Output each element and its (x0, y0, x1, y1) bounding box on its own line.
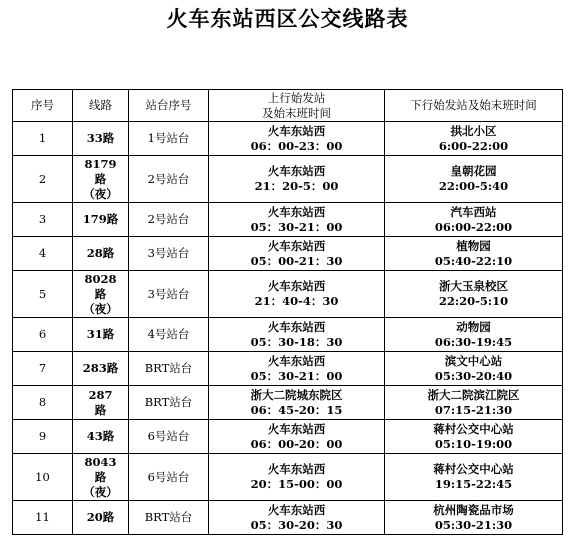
up-station-name: 火车东站西 (267, 123, 326, 138)
down-station-name: 拱北小区 (450, 123, 497, 138)
table-header-row (13, 90, 563, 122)
stop-cell: BRT站台 (129, 352, 209, 386)
up-service-time: 05：30-21：00 (250, 219, 343, 234)
down-station-name: 杭州陶瓷品市场 (433, 502, 514, 517)
down-cell (385, 156, 563, 203)
down-cell (385, 352, 563, 386)
up-service-time: 05：30-20：30 (250, 517, 343, 532)
route-cell: 20路 (73, 501, 129, 535)
up-station-name: 火车东站西 (267, 204, 326, 219)
down-service-time: 6:00-22:00 (438, 138, 509, 153)
row-number: 11 (13, 501, 73, 535)
down-station-name: 汽车西站 (450, 204, 497, 219)
up-station-name: 火车东站西 (267, 502, 326, 517)
header-up-line1: 上行始发站 (267, 90, 326, 105)
stop-cell: 3号站台 (129, 271, 209, 318)
route-cell: 283路 (73, 352, 129, 386)
up-service-time: 21：40-4：30 (254, 294, 339, 308)
stop-cell: BRT站台 (129, 501, 209, 535)
down-station-name: 植物园 (456, 238, 491, 253)
down-cell (385, 122, 563, 156)
row-number: 9 (13, 420, 73, 454)
table-row (13, 156, 563, 203)
stop-cell: 2号站台 (129, 203, 209, 237)
table-row (13, 454, 563, 501)
down-station-name: 皇朝花园 (450, 164, 497, 178)
down-service-time: 22:20-5:10 (438, 294, 509, 308)
row-number: 10 (13, 454, 73, 501)
row-number: 4 (13, 237, 73, 271)
table-row (13, 122, 563, 156)
route-cell: 33路 (73, 122, 129, 156)
up-service-time: 05：30-18：30 (250, 334, 343, 349)
table-row (13, 318, 563, 352)
down-service-time: 06:30-19:45 (434, 334, 513, 349)
route-cell: 8043 路 （夜） (73, 454, 129, 501)
up-service-time: 06：00-23：00 (250, 138, 343, 153)
up-service-time: 21：20-5：00 (254, 179, 339, 193)
up-cell (209, 156, 385, 203)
row-number: 6 (13, 318, 73, 352)
row-number: 2 (13, 156, 73, 203)
up-service-time: 05：00-21：30 (250, 253, 343, 268)
up-station-name: 火车东站西 (267, 462, 326, 476)
up-cell (209, 237, 385, 271)
route-cell: 8179 路 （夜） (73, 156, 129, 203)
header-down: 下行始发站及始末班时间 (385, 90, 563, 122)
route-cell: 31路 (73, 318, 129, 352)
down-station-name: 滨文中心站 (444, 353, 503, 368)
table-row (13, 386, 563, 420)
down-cell (385, 203, 563, 237)
down-station-name: 蒋村公交中心站 (433, 462, 514, 476)
stop-cell: BRT站台 (129, 386, 209, 420)
down-station-name: 浙大玉泉校区 (439, 279, 508, 293)
up-cell (209, 386, 385, 420)
down-service-time: 05:40-22:10 (434, 253, 513, 268)
table-row (13, 420, 563, 454)
row-number: 3 (13, 203, 73, 237)
down-cell (385, 318, 563, 352)
down-cell (385, 386, 563, 420)
route-cell: 179路 (73, 203, 129, 237)
down-service-time: 06:00-22:00 (434, 219, 513, 234)
down-service-time: 05:30-20:40 (434, 368, 513, 383)
row-number: 5 (13, 271, 73, 318)
down-cell (385, 237, 563, 271)
up-cell (209, 122, 385, 156)
stop-cell: 6号站台 (129, 420, 209, 454)
route-cell: 43路 (73, 420, 129, 454)
page-title: 火车东站西区公交线路表 (166, 6, 409, 31)
up-service-time: 05：30-21：00 (250, 368, 343, 383)
down-cell (385, 420, 563, 454)
up-station-name: 火车东站西 (267, 421, 326, 436)
down-station-name: 动物园 (456, 319, 491, 334)
table-row (13, 203, 563, 237)
up-station-name: 火车东站西 (267, 319, 326, 334)
row-number: 7 (13, 352, 73, 386)
up-service-time: 06：45-20：15 (250, 402, 343, 417)
up-cell (209, 203, 385, 237)
up-cell (209, 420, 385, 454)
down-station-name: 浙大二院滨江院区 (427, 387, 520, 402)
table-row (13, 237, 563, 271)
up-cell (209, 501, 385, 535)
down-cell (385, 271, 563, 318)
up-station-name: 火车东站西 (267, 279, 326, 293)
header-up-line2: 及始末班时间 (262, 105, 331, 120)
down-service-time: 05:30-21:30 (434, 517, 513, 532)
stop-cell: 6号站台 (129, 454, 209, 501)
up-cell (209, 271, 385, 318)
stop-cell: 2号站台 (129, 156, 209, 203)
stop-cell: 4号站台 (129, 318, 209, 352)
row-number: 1 (13, 122, 73, 156)
table-row (13, 501, 563, 535)
down-station-name: 蒋村公交中心站 (433, 421, 514, 436)
up-service-time: 20：15-00：00 (250, 477, 343, 491)
up-service-time: 06：00-20：00 (250, 436, 343, 451)
table-row (13, 271, 563, 318)
header-up (209, 90, 385, 122)
row-number: 8 (13, 386, 73, 420)
down-service-time: 07:15-21:30 (434, 402, 513, 417)
up-station-name: 火车东站西 (267, 353, 326, 368)
stop-cell: 1号站台 (129, 122, 209, 156)
table-row (13, 352, 563, 386)
route-cell: 8028 路 （夜） (73, 271, 129, 318)
down-service-time: 05:10-19:00 (434, 436, 513, 451)
up-station-name: 火车东站西 (267, 238, 326, 253)
route-cell: 28路 (73, 237, 129, 271)
header-no: 序号 (13, 90, 73, 122)
route-cell: 287 路 (73, 386, 129, 420)
down-service-time: 22:00-5:40 (438, 179, 509, 193)
down-cell (385, 454, 563, 501)
bus-route-table (12, 89, 563, 535)
up-station-name: 火车东站西 (267, 164, 326, 178)
up-cell (209, 352, 385, 386)
header-stop: 站台序号 (129, 90, 209, 122)
down-service-time: 19:15-22:45 (434, 477, 513, 491)
stop-cell: 3号站台 (129, 237, 209, 271)
up-cell (209, 318, 385, 352)
down-cell (385, 501, 563, 535)
up-station-name: 浙大二院城东院区 (250, 387, 343, 402)
up-cell (209, 454, 385, 501)
header-route: 线路 (73, 90, 129, 122)
